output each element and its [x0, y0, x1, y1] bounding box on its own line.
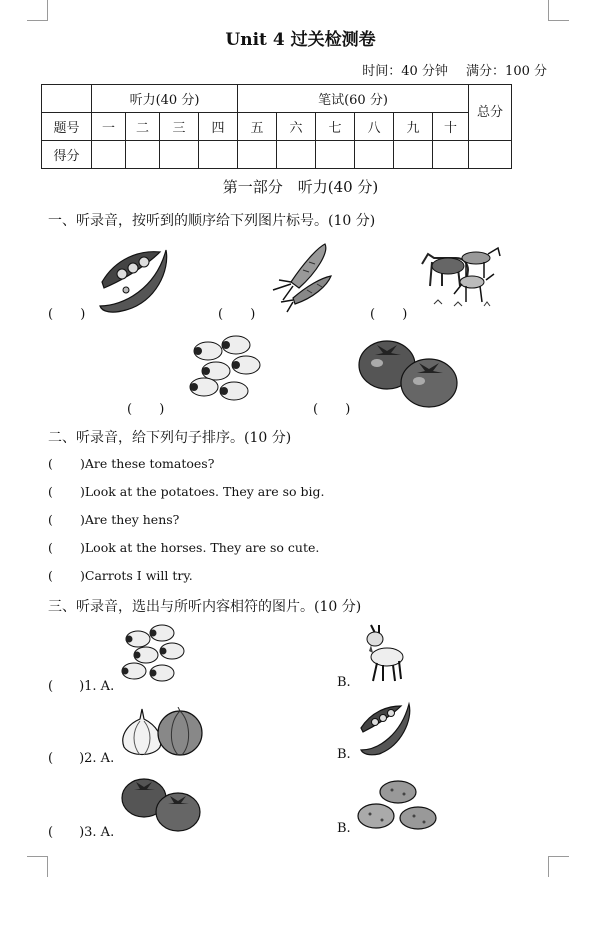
crop-mark-bottom-left [27, 856, 48, 877]
score-cell[interactable] [238, 141, 277, 169]
sentence-item[interactable] [48, 568, 193, 583]
exam-time: 时间：40 分钟 [362, 64, 448, 79]
col-10: 十 [433, 113, 469, 141]
col-1: 一 [92, 113, 126, 141]
sentence-paren: ( [48, 512, 53, 527]
peas-icon [96, 244, 172, 314]
sentence-text: )Look at the potatoes. They are so big. [80, 484, 325, 499]
section-1-heading: 一、听录音，按听到的顺序给下列图片标号。(10 分) [48, 213, 376, 229]
sentence-paren: ( [48, 540, 53, 555]
sentence-paren: ( [48, 456, 53, 471]
onions-icon [118, 707, 206, 759]
exam-meta [348, 60, 547, 79]
score-cell[interactable] [92, 141, 126, 169]
question-2-a[interactable]: ( )2. A. [48, 751, 115, 766]
horses-icon [414, 244, 502, 312]
sheep-icon [118, 623, 190, 685]
peas-icon [357, 700, 413, 758]
potatoes-icon [356, 778, 440, 832]
section-2-heading: 二、听录音，给下列句子排序。(10 分) [48, 430, 292, 446]
total-score-cell[interactable] [469, 141, 512, 169]
col-4: 四 [199, 113, 238, 141]
part-title: 第一部分 听力(40 分) [222, 178, 379, 196]
row-label-number: 题号 [42, 113, 92, 141]
question-2-b[interactable]: B. [337, 747, 351, 762]
answer-blank-5[interactable]: ( ) [313, 402, 351, 417]
score-cell[interactable] [199, 141, 238, 169]
goat-icon [357, 623, 407, 685]
sentence-item[interactable] [48, 484, 325, 499]
sentence-text: )Look at the horses. They are so cute. [80, 540, 320, 555]
tomatoes-icon [357, 337, 463, 409]
page-title: Unit 4 过关检测卷 [225, 30, 376, 50]
col-8: 八 [355, 113, 394, 141]
total-header: 总分 [469, 85, 512, 141]
sentence-paren: ( [48, 484, 53, 499]
carrots-icon [263, 242, 333, 314]
crop-mark-bottom-right [548, 856, 569, 877]
score-cell[interactable] [160, 141, 199, 169]
crop-mark-top-right [548, 0, 569, 21]
score-cell[interactable] [394, 141, 433, 169]
tomatoes-icon [120, 776, 204, 832]
question-1-b[interactable]: B. [337, 675, 351, 690]
crop-mark-top-left [27, 0, 48, 21]
answer-blank-2[interactable]: ( ) [218, 307, 256, 322]
sentence-text: )Are they hens? [80, 512, 180, 527]
sentence-item[interactable] [48, 512, 179, 527]
score-cell[interactable] [277, 141, 316, 169]
col-6: 六 [277, 113, 316, 141]
col-5: 五 [238, 113, 277, 141]
sentence-text: )Are these tomatoes? [80, 456, 215, 471]
listening-header: 听力(40 分) [92, 85, 238, 113]
written-header: 笔试(60 分) [238, 85, 469, 113]
row-label-score: 得分 [42, 141, 92, 169]
question-1-a[interactable]: ( )1. A. [48, 679, 115, 694]
col-7: 七 [316, 113, 355, 141]
section-3-heading: 三、听录音，选出与所听内容相符的图片。(10 分) [48, 599, 362, 615]
answer-blank-1[interactable]: ( ) [48, 307, 86, 322]
col-2: 二 [126, 113, 160, 141]
answer-blank-3[interactable]: ( ) [370, 307, 408, 322]
sentence-item[interactable] [48, 540, 319, 555]
answer-blank-4[interactable]: ( ) [127, 402, 165, 417]
exam-full-score: 满分：100 分 [466, 64, 547, 79]
sheep-icon [186, 333, 268, 407]
question-3-b[interactable]: B. [337, 821, 351, 836]
sentence-text: )Carrots I will try. [80, 568, 193, 583]
col-3: 三 [160, 113, 199, 141]
score-cell[interactable] [316, 141, 355, 169]
score-table [41, 84, 512, 169]
score-table-corner [42, 85, 92, 113]
col-9: 九 [394, 113, 433, 141]
score-cell[interactable] [433, 141, 469, 169]
sentence-paren: ( [48, 568, 53, 583]
score-cell[interactable] [126, 141, 160, 169]
sentence-item[interactable] [48, 456, 214, 471]
score-cell[interactable] [355, 141, 394, 169]
question-3-a[interactable]: ( )3. A. [48, 825, 115, 840]
